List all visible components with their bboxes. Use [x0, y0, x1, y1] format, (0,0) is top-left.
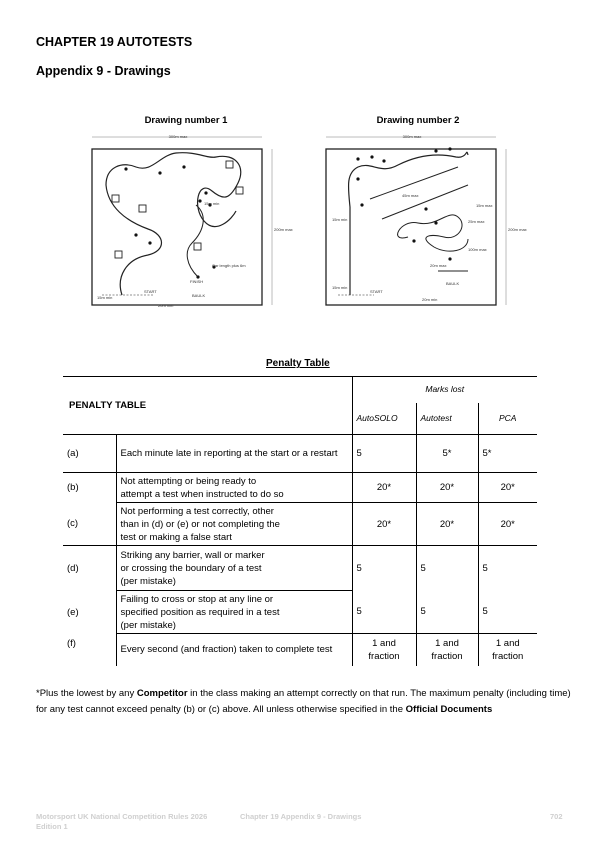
footer-publication: Motorsport UK National Competition Rules 2026 — [36, 812, 208, 821]
row-description-line: specified position as required in a test — [120, 606, 280, 618]
side-dimension-label: 200m max — [508, 227, 527, 232]
finish-label: FINISH — [190, 279, 204, 284]
footer-center: Chapter 19 Appendix 9 - Drawings — [240, 812, 362, 821]
dim-label-2: 20m min — [158, 303, 174, 308]
cell-line: 1 and — [372, 637, 396, 649]
loop-path — [398, 215, 468, 251]
footnote — [36, 686, 576, 718]
cell-autotest — [416, 634, 478, 666]
footnote-bold: Official Documents — [405, 704, 493, 715]
dim-label-1: 15m min — [97, 295, 113, 300]
row-description — [116, 546, 352, 591]
row-description: Each minute late in reporting at the start or a restart — [116, 435, 352, 473]
marker-box — [139, 205, 146, 212]
page-number: 702 — [550, 812, 563, 821]
top-dimension-label: 300m max — [168, 134, 188, 139]
row-description-line: attempt a test when instructed to do so — [120, 488, 284, 500]
dim-label-5: 100m max — [468, 247, 487, 252]
cell-pca: 5* — [482, 448, 492, 459]
row-code: (d) — [63, 546, 116, 591]
row-description-line: Not performing a test correctly, other — [120, 505, 274, 517]
footnote-bold: Competitor — [136, 688, 188, 699]
space-label: Car length plus 6m — [212, 263, 246, 268]
cell-line: fraction — [492, 650, 524, 662]
cell-line: 1 and — [435, 637, 459, 649]
marker-box — [112, 195, 119, 202]
column-header: PCA — [499, 412, 517, 423]
cone-markers — [124, 165, 215, 278]
dim-label-8: 15m max — [476, 203, 493, 208]
row-description-line: Not attempting or being ready to — [120, 475, 257, 487]
row-description-line: than in (d) or (e) or not completing the — [120, 518, 280, 530]
row-description-line: Striking any barrier, wall or marker — [120, 549, 265, 561]
cell-autosolo — [352, 634, 416, 666]
marks-lost-header: Marks lost — [425, 384, 465, 395]
route-path — [106, 153, 241, 295]
marker-box — [194, 243, 201, 250]
marker-box — [226, 161, 233, 168]
row-code: (b) — [63, 473, 116, 503]
penalty-table-caption: Penalty Table — [266, 358, 330, 369]
appendix-title: Appendix 9 - Drawings — [36, 64, 171, 78]
dim-label-4: 25m max — [468, 219, 485, 224]
footer-edition: Edition 1 — [36, 822, 68, 831]
start-label: START — [144, 289, 157, 294]
drawing-1-title: Drawing number 1 — [144, 115, 228, 126]
baulk-label: BAULK — [192, 293, 206, 298]
cell-autotest: 5 — [416, 546, 478, 591]
cell-pca: 20* — [478, 473, 537, 503]
column-header: Autotest — [416, 403, 478, 435]
cone-markers — [356, 147, 451, 260]
start-label: START — [370, 289, 383, 294]
cell-pca: 20* — [500, 518, 515, 530]
footnote-text: *Plus the lowest by any — [36, 688, 137, 699]
cell-pca: 5 — [482, 562, 488, 574]
row-description-line: Failing to cross or stop at any line or — [120, 593, 274, 605]
row-description-line: (per mistake) — [120, 575, 176, 587]
cell-autosolo: 5 — [352, 591, 416, 634]
cell-autosolo: 20* — [352, 473, 416, 503]
top-dimension-label: 300m max — [402, 134, 422, 139]
cell-autosolo: 5 — [352, 435, 416, 473]
chapter-title: CHAPTER 19 AUTOTESTS — [36, 35, 193, 49]
row-code: (e) — [63, 591, 116, 634]
cell-autosolo: 20* — [352, 503, 416, 546]
row-code: (f) — [63, 634, 116, 666]
row-code: (a) — [63, 435, 116, 473]
footer-left — [36, 812, 207, 832]
cell-line: fraction — [431, 650, 463, 662]
drawing-2-diagram — [318, 127, 528, 327]
row-code: (c) — [63, 503, 116, 546]
cell-line: fraction — [368, 650, 400, 662]
dim-label-3: 20m min — [422, 297, 438, 302]
marker-box — [236, 187, 243, 194]
baulk-label: BAULK — [446, 281, 460, 286]
row-description-line: or crossing the boundary of a test — [120, 562, 262, 574]
column-header: AutoSOLO — [352, 403, 416, 435]
course-boundary — [92, 149, 262, 305]
cell-autosolo: 5 — [352, 546, 416, 591]
penalty-table — [63, 376, 537, 666]
cell-line: 1 and — [495, 637, 520, 649]
row-description — [116, 503, 352, 546]
cell-autotest: 5* — [416, 435, 478, 473]
side-dimension-label: 200m max — [274, 227, 293, 232]
table-title: PENALTY TABLE — [63, 377, 352, 435]
marker-box — [115, 251, 122, 258]
dim-label-2: 15m min — [332, 285, 348, 290]
row-description — [116, 591, 352, 634]
cell-pca: 5 — [478, 591, 537, 634]
row-description — [116, 473, 352, 503]
row-description-line: (per mistake) — [120, 619, 176, 631]
cell-autotest: 5 — [416, 591, 478, 634]
row-description-line: test or making a false start — [120, 531, 232, 543]
dim-label-1: 15m min — [332, 217, 348, 222]
footnote-text: in the class making an attempt correctly on that run. The maximum penalty (including time) for any test cannot exceed penalty (b) or (c) above. All unless otherwise specified in the — [36, 688, 571, 715]
drawing-1-diagram — [86, 127, 293, 327]
loop-label: 15m min — [204, 201, 220, 206]
cell-pca — [478, 634, 537, 666]
drawing-2-title: Drawing number 2 — [376, 115, 460, 126]
cell-autotest: 20* — [416, 503, 478, 546]
dim-label-6: 45m max — [402, 193, 419, 198]
cell-autotest: 20* — [416, 473, 478, 503]
row-description: Every second (and fraction) taken to complete test — [116, 634, 352, 666]
dim-label-7: 20m max — [430, 263, 447, 268]
